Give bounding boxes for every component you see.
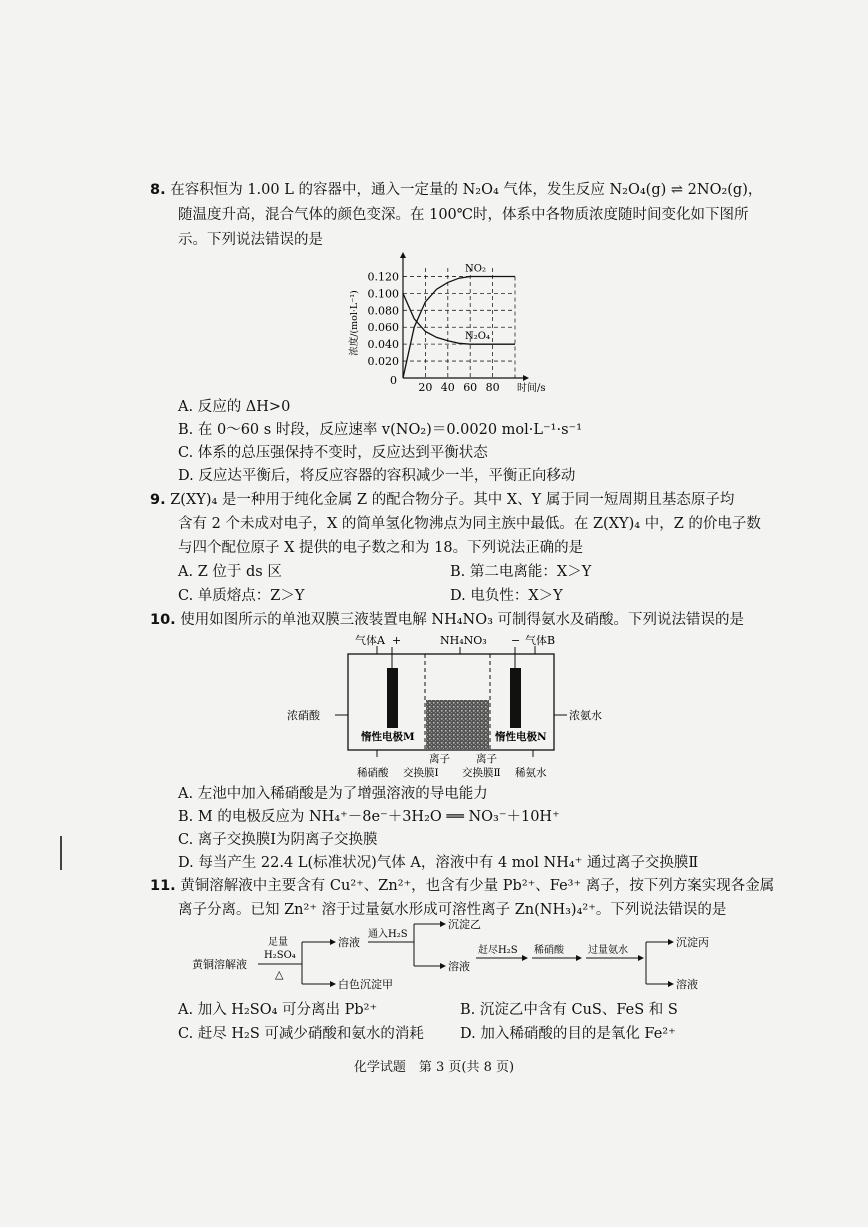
electrode-m-label: 惰性电极M xyxy=(361,731,415,743)
membrane-2-label-b: 交换膜Ⅱ xyxy=(462,767,501,779)
series-line-n2o4 xyxy=(403,293,515,344)
y-tick-label: 0.060 xyxy=(367,321,399,335)
left-inlet-label: 稀硝酸 xyxy=(357,767,389,779)
flow-remove-h2s: 赶尽H₂S xyxy=(478,945,518,956)
middle-solution xyxy=(426,700,489,749)
q9-option-b: B. 第二电离能：X＞Y xyxy=(450,564,592,580)
electrode-n xyxy=(510,668,521,728)
flow-reagent-top: 足量 xyxy=(268,937,288,948)
q8-line2: 随温度升高，混合气体的颜色变深。在 100℃时，体系中各物质浓度随时间变化如下图所 xyxy=(178,207,749,223)
flow-solution-3: 溶液 xyxy=(676,978,698,991)
y-tick-label: 0.020 xyxy=(367,355,399,369)
right-outlet-label: 浓氨水 xyxy=(569,709,602,722)
q10-line1 xyxy=(150,610,744,630)
flow-arrow-8-head xyxy=(668,939,674,945)
q11-option-c: C. 赶尽 H₂S 可减少硝酸和氨水的消耗 xyxy=(178,1026,424,1042)
flow-start: 黄铜溶解液 xyxy=(192,958,247,971)
electrode-n-label: 惰性电极N xyxy=(495,731,547,743)
y-tick-label: 0.080 xyxy=(367,304,399,318)
membrane-2-label-a: 离子 xyxy=(476,753,497,765)
q10-option-c: C. 离子交换膜Ⅰ为阴离子交换膜 xyxy=(178,832,378,848)
gas-b-label: 气体B xyxy=(525,634,556,647)
right-inlet-label: 稀氨水 xyxy=(515,767,547,779)
q9-option-c: C. 单质熔点：Z＞Y xyxy=(178,588,305,604)
flow-solution-2: 溶液 xyxy=(448,960,470,973)
page-footer: 化学试题 第 3 页(共 8 页) xyxy=(353,1060,515,1075)
membrane-1-label-a: 离子 xyxy=(429,753,450,765)
x-axis-label: 时间/s xyxy=(517,383,546,394)
y-axis-arrow xyxy=(400,252,406,258)
x-tick-label: 40 xyxy=(440,381,455,394)
q10-option-d: D. 每当产生 22.4 L(标准状况)气体 A，溶液中有 4 mol NH₄⁺ 通过离子交换膜Ⅱ xyxy=(178,855,699,871)
anode-sign: + xyxy=(392,634,402,647)
q10-number: 10. xyxy=(150,612,176,628)
q9-line1 xyxy=(150,490,734,510)
flow-dilute-hno3: 稀硝酸 xyxy=(534,945,564,956)
flow-arrow-1-head xyxy=(330,939,336,945)
electrode-m xyxy=(387,668,398,728)
left-outlet-label: 浓硝酸 xyxy=(287,709,320,722)
flow-ppt-b: 沉淀乙 xyxy=(448,918,481,931)
flow-arrow-4-head xyxy=(440,963,446,969)
q8-option-a: A. 反应的 ΔH>0 xyxy=(178,399,291,415)
x-tick-label: 60 xyxy=(463,381,478,394)
flow-h2s: 通入H₂S xyxy=(368,929,408,940)
q8-line1 xyxy=(150,180,762,200)
flow-heat: △ xyxy=(275,968,284,981)
series-label-n2o4: N₂O₄ xyxy=(465,331,490,343)
series-label-no2: NO₂ xyxy=(465,263,486,275)
flow-arrow-2-head xyxy=(330,981,336,987)
q11-option-b: B. 沉淀乙中含有 CuS、FeS 和 S xyxy=(460,1002,678,1018)
q8-option-b: B. 在 0～60 s 时段，反应速率 v(NO₂)＝0.0020 mol·L⁻¹·s⁻¹ xyxy=(178,422,583,438)
gas-a-label: 气体A xyxy=(355,634,385,647)
concentration-time-chart xyxy=(345,252,560,394)
flow-excess-nh3: 过量氨水 xyxy=(588,945,628,956)
flow-arrow-5-head xyxy=(522,955,528,961)
flow-arrow-9-head xyxy=(668,981,674,987)
q8-number: 8. xyxy=(150,182,166,198)
q9-option-d: D. 电负性：X＞Y xyxy=(450,588,563,604)
y-tick-label: 0.100 xyxy=(367,287,399,301)
q9-option-a: A. Z 位于 ds 区 xyxy=(178,564,282,580)
y-tick-label: 0.120 xyxy=(367,270,399,284)
margin-mark xyxy=(60,836,62,870)
q8-line3: 示。下列说法错误的是 xyxy=(178,232,323,248)
q11-line1 xyxy=(150,876,774,896)
q10-text-1: 使用如图所示的单池双膜三液装置电解 NH₄NO₃ 可制得氨水及硝酸。下列说法错误的是 xyxy=(180,612,745,628)
flow-solution-1: 溶液 xyxy=(338,936,360,949)
electrolysis-cell-diagram xyxy=(285,630,605,780)
q11-number: 11. xyxy=(150,878,176,894)
flow-reagent-h2so4: H₂SO₄ xyxy=(264,950,296,961)
x-tick-label: 20 xyxy=(418,381,433,394)
flow-ppt-c: 沉淀丙 xyxy=(676,936,709,949)
q11-option-d: D. 加入稀硝酸的目的是氧化 Fe²⁺ xyxy=(460,1026,676,1042)
y-axis-label: 浓度/(mol·L⁻¹) xyxy=(349,290,360,356)
q9-number: 9. xyxy=(150,492,166,508)
membrane-1-label-b: 交换膜Ⅰ xyxy=(403,767,439,779)
q9-text-1: Z(XY)₄ 是一种用于纯化金属 Z 的配合物分子。其中 X、Y 属于同一短周期且基态原子均 xyxy=(170,492,735,508)
q11-option-a: A. 加入 H₂SO₄ 可分离出 Pb²⁺ xyxy=(178,1002,378,1018)
flow-white-ppt: 白色沉淀甲 xyxy=(338,978,393,991)
q8-text-1: 在容积恒为 1.00 L 的容器中，通入一定量的 N₂O₄ 气体，发生反应 N₂O₄(g) ⇌ 2NO₂(g)， xyxy=(170,182,763,198)
origin-label: 0 xyxy=(390,374,397,387)
cathode-sign: − xyxy=(511,634,521,647)
flow-arrow-6-head xyxy=(576,955,582,961)
q9-line3: 与四个配位原子 X 提供的电子数之和为 18。下列说法正确的是 xyxy=(178,540,584,556)
feed-label: NH₄NO₃ xyxy=(440,634,487,647)
q11-line2: 离子分离。已知 Zn²⁺ 溶于过量氨水形成可溶性离子 Zn(NH₃)₄²⁺。下列说法错误的是 xyxy=(178,902,727,918)
y-tick-label: 0.040 xyxy=(367,338,399,352)
x-axis-arrow xyxy=(523,375,529,381)
q9-line2: 含有 2 个未成对电子，X 的简单氢化物沸点为同主族中最低。在 Z(XY)₄ 中，Z 的价电子数 xyxy=(178,516,761,532)
x-tick-label: 80 xyxy=(485,381,500,394)
q10-option-a: A. 左池中加入稀硝酸是为了增强溶液的导电能力 xyxy=(178,786,488,802)
separation-flowchart xyxy=(192,918,732,998)
flow-arrow-3-head xyxy=(440,921,446,927)
q8-option-d: D. 反应达平衡后，将反应容器的容积减少一半，平衡正向移动 xyxy=(178,468,576,484)
q8-option-c: C. 体系的总压强保持不变时，反应达到平衡状态 xyxy=(178,445,488,461)
q10-option-b: B. M 的电极反应为 NH₄⁺－8e⁻＋3H₂O ══ NO₃⁻＋10H⁺ xyxy=(178,809,560,825)
flow-arrow-7-head xyxy=(638,955,644,961)
q11-text-1: 黄铜溶解液中主要含有 Cu²⁺、Zn²⁺，也含有少量 Pb²⁺、Fe³⁺ 离子，按下列方案实现各金属 xyxy=(180,878,775,894)
